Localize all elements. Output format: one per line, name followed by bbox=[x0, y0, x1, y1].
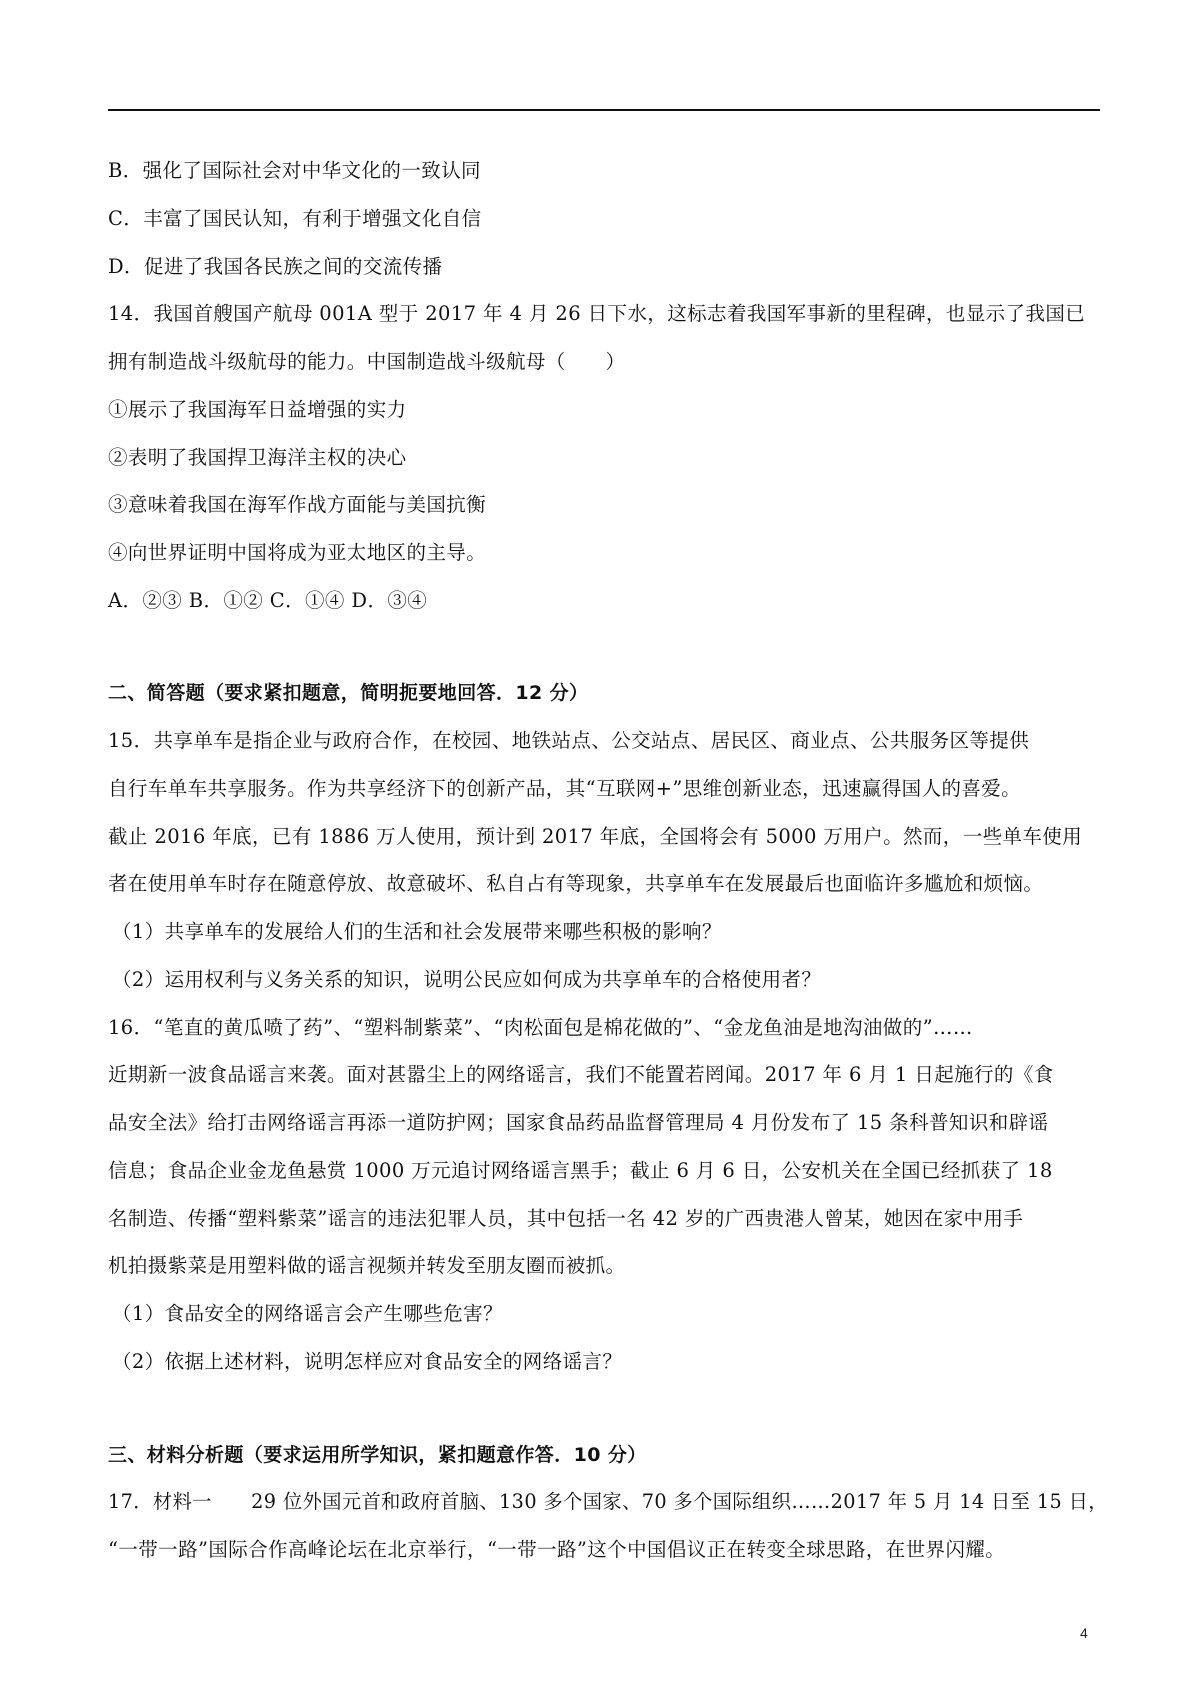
q16-line-4: 信息；食品企业金龙鱼悬赏 1000 万元追讨网络谣言黑手；截止 6 月 6 日，公安机关在全国已经抓获了 18 bbox=[108, 1159, 1053, 1182]
q14-item-1: ①展示了我国海军日益增强的实力 bbox=[108, 398, 407, 421]
q14-item-2: ②表明了我国捍卫海洋主权的决心 bbox=[108, 446, 407, 469]
q14-item-3: ③意味着我国在海军作战方面能与美国抗衡 bbox=[108, 493, 487, 516]
q15-subquestion-1: （1）共享单车的发展给人们的生活和社会发展带来哪些积极的影响？ bbox=[112, 920, 722, 943]
q16-line-2: 近期新一波食品谣言来袭。面对甚嚣尘上的网络谣言，我们不能置若罔闻。2017 年 6 月 1 日起施行的《食 bbox=[108, 1063, 1054, 1086]
q16-line-1: 16．“笔直的黄瓜喷了药”、“塑料制紫菜”、“肉松面包是棉花做的”、“金龙鱼油是地沟油做的”…… bbox=[108, 1016, 973, 1039]
q15-line-4: 者在使用单车时存在随意停放、故意破坏、私自占有等现象，共享单车在发展最后也面临许多尴尬和烦恼。 bbox=[108, 872, 1044, 895]
q16-line-6: 机拍摄紫菜是用塑料做的谣言视频并转发至朋友圈而被抓。 bbox=[108, 1254, 626, 1277]
q17-line-2: “一带一路”国际合作高峰论坛在北京举行，“一带一路”这个中国倡议正在转变全球思路，在世界闪耀。 bbox=[108, 1538, 1006, 1561]
q15-line-3: 截止 2016 年底，已有 1886 万人使用，预计到 2017 年底，全国将会有 5000 万用户。然而，一些单车使用 bbox=[108, 825, 1083, 848]
q14-stem-line-2: 拥有制造战斗级航母的能力。中国制造战斗级航母（ ） bbox=[108, 350, 626, 373]
q13-option-d: D．促进了我国各民族之间的交流传播 bbox=[108, 255, 443, 278]
header-rule bbox=[108, 109, 1100, 111]
q16-subquestion-1: （1）食品安全的网络谣言会产生哪些危害？ bbox=[112, 1302, 503, 1325]
q15-line-2: 自行车单车共享服务。作为共享经济下的创新产品，其“互联网+”思维创新业态，迅速赢得国人的喜爱。 bbox=[108, 777, 1022, 800]
q13-option-b: B．强化了国际社会对中华文化的一致认同 bbox=[108, 159, 481, 182]
q16-line-5: 名制造、传播“塑料紫菜”谣言的违法犯罪人员，其中包括一名 42 岁的广西贵港人曾某，她因在家中用手 bbox=[108, 1207, 1024, 1230]
section-2-heading: 二、简答题（要求紧扣题意，简明扼要地回答．12 分） bbox=[108, 682, 589, 704]
section-3-heading: 三、材料分析题（要求运用所学知识，紧扣题意作答．10 分） bbox=[108, 1444, 647, 1466]
page-number: 4 bbox=[1080, 1625, 1088, 1641]
q13-option-c: C．丰富了国民认知，有利于增强文化自信 bbox=[108, 207, 482, 230]
q14-item-4: ④向世界证明中国将成为亚太地区的主导。 bbox=[108, 541, 487, 564]
q14-stem-line-1: 14．我国首艘国产航母 001A 型于 2017 年 4 月 26 日下水，这标志着我国军事新的里程碑，也显示了我国已 bbox=[108, 302, 1086, 325]
q17-line-1: 17．材料一 29 位外国元首和政府首脑、130 多个国家、70 多个国际组织……2017 年 5 月 14 日至 15 日， bbox=[108, 1490, 1108, 1513]
q15-subquestion-2: （2）运用权利与义务关系的知识，说明公民应如何成为共享单车的合格使用者？ bbox=[112, 968, 822, 991]
q16-subquestion-2: （2）依据上述材料，说明怎样应对食品安全的网络谣言？ bbox=[112, 1350, 623, 1373]
q14-options: A．②③ B．①② C．①④ D．③④ bbox=[108, 589, 428, 612]
q16-line-3: 品安全法》给打击网络谣言再添一道防护网；国家食品药品监督管理局 4 月份发布了 15 条科普知识和辟谣 bbox=[108, 1111, 1049, 1134]
q15-line-1: 15．共享单车是指企业与政府合作，在校园、地铁站点、公交站点、居民区、商业点、公共服务区等提供 bbox=[108, 729, 1030, 752]
